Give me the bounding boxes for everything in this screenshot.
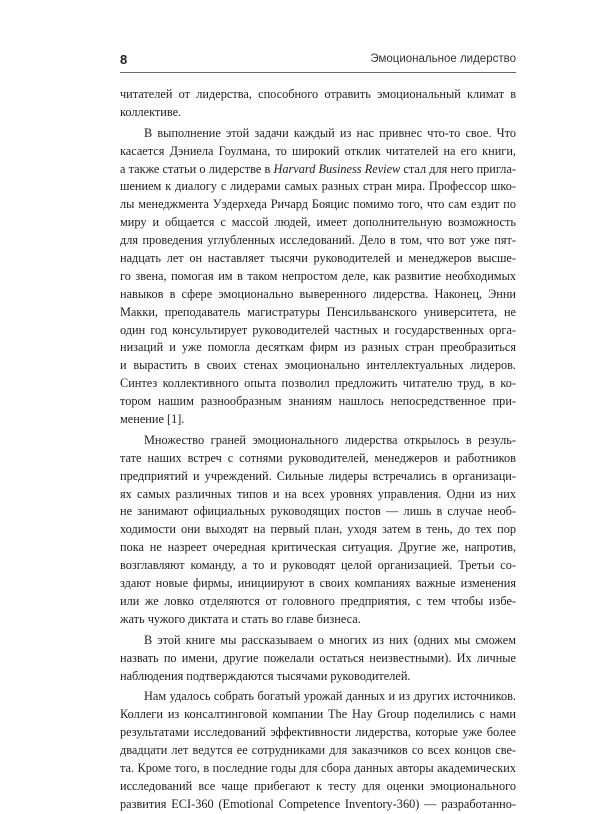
text-line: ходимости они выходят на первый план, уходя затем в тень, до тех пор bbox=[120, 522, 516, 537]
text-line: Макки, преподаватель магистратуры Пенсильванского университета, не bbox=[120, 304, 516, 319]
text-line: шением к диалогу с лидерами самых разных стран мира. Профессор шко- bbox=[120, 179, 516, 194]
paragraph bbox=[120, 432, 516, 629]
paragraph bbox=[120, 632, 516, 686]
text-line: или же ловко отделяются от головного предприятия, с тем чтобы избе- bbox=[120, 593, 516, 608]
text-line: для проведения углубленных исследований. Дело в том, что вот уже пят- bbox=[120, 233, 516, 248]
page-header bbox=[120, 48, 516, 72]
text-line: В этой книге мы рассказываем о многих из них (одних мы сможем bbox=[144, 632, 516, 647]
paragraph bbox=[120, 688, 516, 813]
text-line: коллективе. bbox=[120, 104, 182, 119]
text-line: миру и общается с массой людей, имеет дополнительную возможность bbox=[120, 215, 516, 230]
text-line: наблюдения подтверждаются тысячами руководителей. bbox=[120, 668, 411, 683]
body-text bbox=[120, 86, 516, 814]
header-rule bbox=[120, 72, 516, 73]
text-line: ях самых различных типов и на всех уровнях управления. Одни из них bbox=[120, 486, 516, 501]
text-line: Синтез коллективного опыта позволил предложить читателю труд, в ко- bbox=[120, 376, 516, 391]
text-line: и вырастить в своих стенах эмоционально интеллектуальных лидеров. bbox=[120, 358, 516, 373]
italic-title: Harvard Business Review bbox=[273, 161, 401, 176]
text-line: навыков в сфере эмоционально выверенного лидерства. Наконец, Энни bbox=[120, 286, 516, 301]
running-title: Эмоциональное лидерство bbox=[370, 53, 516, 65]
text-line: один год консультирует руководителей частных и государственных орга- bbox=[120, 322, 516, 337]
page-number: 8 bbox=[120, 52, 128, 67]
text-line: а также статьи о лидерстве в Harvard Business Review стал для него пригла- bbox=[120, 161, 516, 176]
text-line: читателей от лидерства, способного отравить эмоциональный климат в bbox=[120, 87, 516, 101]
text-line: надцать лет он наставляет тысячи руководителей и менеджеров высше- bbox=[120, 251, 516, 266]
paragraph bbox=[120, 86, 516, 122]
text-line: результатами исследований эффективности лидерства, которые уже более bbox=[120, 725, 516, 740]
text-line: менение [1]. bbox=[120, 412, 185, 427]
text-line: В выполнение этой задачи каждый из нас привнес что-то свое. Что bbox=[144, 125, 516, 140]
text-line: исследований все чаще прибегают к тесту для оценки эмоционального bbox=[120, 778, 516, 793]
paragraph bbox=[120, 125, 516, 429]
text-line: Множество граней эмоционального лидерства открылось в резуль- bbox=[144, 432, 516, 447]
text-line: лы менеджмента Уэдерхеда Ричард Бояцис помимо того, что сам ездит по bbox=[120, 197, 516, 212]
text-line: го звена, помогая им в таком непростом деле, как развитие необходимых bbox=[120, 268, 516, 283]
text-line: тате наших встреч с сотнями руководителей, менеджеров и работников bbox=[120, 450, 516, 465]
text-line: пока не назреет очередная критическая ситуация. Другие же, напротив, bbox=[120, 540, 516, 555]
text-line: тором нашим разнообразным знаниям нашлось непосредственное при- bbox=[120, 394, 516, 409]
text-line: та. Кроме того, в последние годы для сбора данных авторы академических bbox=[120, 760, 516, 775]
text-line: не занимают официальных руководящих постов — лишь в случае необ- bbox=[120, 504, 516, 519]
text-line: низаций и уже помогла десяткам фирм из разных стран преобразиться bbox=[120, 340, 516, 355]
text-line: здают новые фирмы, инициируют в своих компаниях важные изменения bbox=[120, 576, 516, 591]
text-line: назвать по имени, другие пожелали остаться неизвестными). Их личные bbox=[120, 650, 516, 665]
text-line: жать чужого диктата и стать во главе бизнеса. bbox=[120, 611, 361, 626]
text-line: касается Дэниела Гоулмана, то широкий отклик читателей на его книги, bbox=[120, 143, 516, 158]
text-line: возглавляют команду, а то и руководят целой организацией. Третьи со- bbox=[120, 558, 516, 573]
text-line: развития ECI-360 (Emotional Competence Inventory-360) — разработанно- bbox=[120, 796, 516, 811]
text-line: Коллеги из консалтинговой компании The Hay Group поделились с нами bbox=[120, 707, 516, 722]
text-line: двадцати лет ведутся ее сотрудниками для заказчиков со всех концов све- bbox=[120, 743, 516, 758]
text-line: предприятий и учреждений. Сильные лидеры встречались в организаци- bbox=[120, 468, 516, 483]
text-line: Нам удалось собрать богатый урожай данных и из других источников. bbox=[144, 689, 516, 704]
